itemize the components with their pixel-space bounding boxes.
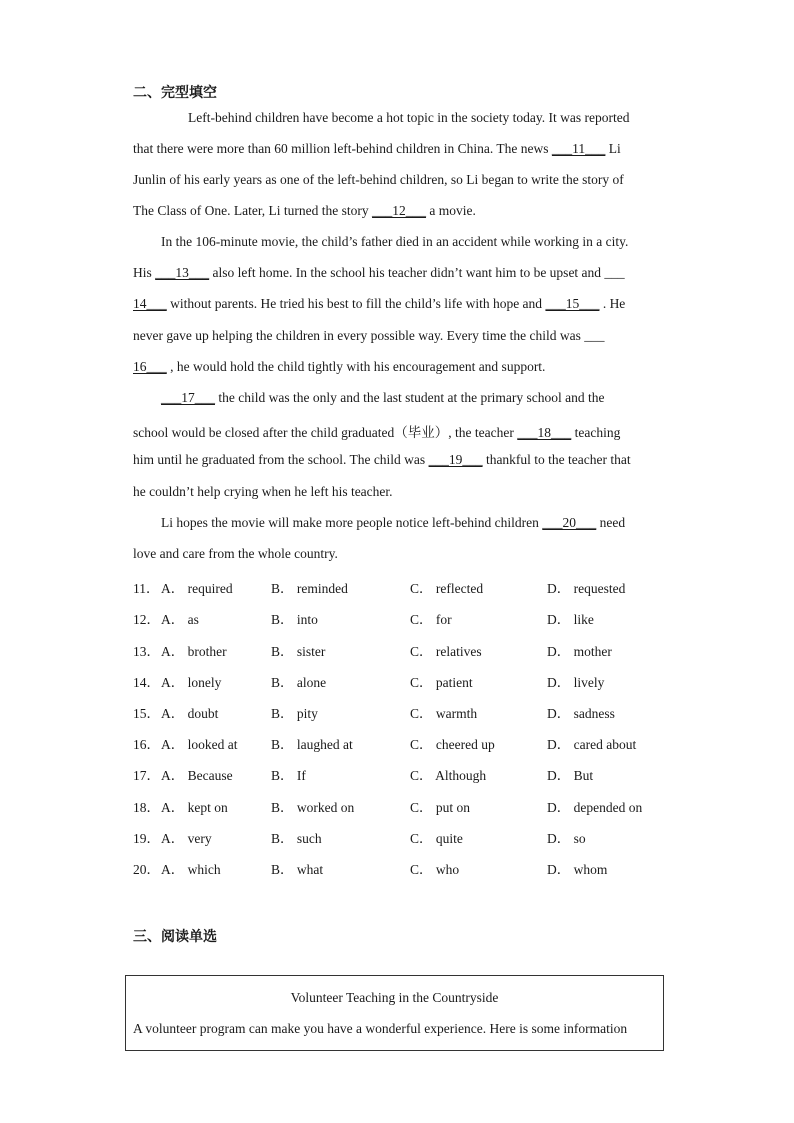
reading-passage-text: A volunteer program can make you have a wonderful experience. Here is some information (133, 1021, 628, 1036)
option-b[interactable]: B． what (271, 862, 324, 877)
blank-13[interactable]: ___13___ (155, 265, 210, 280)
question-number: 13． (133, 644, 160, 659)
reading-passage-title: Volunteer Teaching in the Countryside (290, 990, 499, 1005)
blank-17[interactable]: ___17___ (161, 390, 215, 405)
option-b[interactable]: B． pity (271, 706, 318, 721)
option-b[interactable]: B． sister (271, 644, 326, 659)
option-b[interactable]: B． reminded (271, 581, 348, 596)
option-a[interactable]: A． Because (161, 768, 233, 783)
question-number: 14． (133, 675, 160, 690)
passage-line: never gave up helping the children in every possible way. Every time the child was ___ (133, 328, 605, 343)
option-d[interactable]: D． depended on (547, 800, 643, 815)
option-b[interactable]: B． alone (271, 675, 327, 690)
passage-line: he couldn’t help crying when he left his teacher. (133, 484, 393, 499)
option-a[interactable]: A． very (161, 831, 212, 846)
option-c[interactable]: C． for (410, 612, 452, 627)
blank-14[interactable]: 14___ (133, 296, 167, 311)
question-row (133, 702, 673, 722)
passage-line: love and care from the whole country. (133, 546, 338, 561)
option-d[interactable]: D． mother (547, 644, 612, 659)
option-a[interactable]: A． required (161, 581, 233, 596)
question-row (133, 671, 673, 691)
option-d[interactable]: D． so (547, 831, 586, 846)
question-number: 12． (133, 612, 160, 627)
option-c[interactable]: C． Although (410, 768, 487, 783)
option-c[interactable]: C． relatives (410, 644, 482, 659)
question-row (133, 577, 673, 597)
option-a[interactable]: A． as (161, 612, 199, 627)
option-b[interactable]: B． into (271, 612, 318, 627)
option-d[interactable]: D． cared about (547, 737, 637, 752)
passage-line: Li hopes the movie will make more people notice left-behind children ___20___ need (161, 515, 626, 530)
option-a[interactable]: A． lonely (161, 675, 222, 690)
option-d[interactable]: D． whom (547, 862, 608, 877)
option-a[interactable]: A． looked at (161, 737, 238, 752)
passage-line: 14___ without parents. He tried his best to fill the child’s life with hope and ___15___ . He (133, 296, 626, 311)
question-row (133, 733, 673, 753)
option-a[interactable]: A． kept on (161, 800, 228, 815)
question-row (133, 640, 673, 660)
blank-11[interactable]: ___11___ (551, 141, 606, 156)
question-number: 17． (133, 768, 160, 783)
option-c[interactable]: C． put on (410, 800, 471, 815)
option-c[interactable]: C． warmth (410, 706, 478, 721)
option-c[interactable]: C． patient (410, 675, 473, 690)
option-d[interactable]: D． requested (547, 581, 626, 596)
passage-line: Junlin of his early years as one of the left-behind children, so Li began to write the story of (133, 172, 624, 187)
option-c[interactable]: C． who (410, 862, 460, 877)
passage-line: In the 106-minute movie, the child’s father died in an accident while working in a city. (161, 234, 629, 249)
blank-20[interactable]: ___20___ (542, 515, 597, 530)
option-b[interactable]: B． laughed at (271, 737, 353, 752)
question-number: 20． (133, 862, 160, 877)
blank-15[interactable]: ___15___ (545, 296, 600, 311)
passage-line: that there were more than 60 million left-behind children in China. The news ___11___ Li (133, 141, 621, 156)
question-number: 18． (133, 800, 160, 815)
passage-line: Left-behind children have become a hot topic in the society today. It was reported (188, 110, 630, 125)
blank-16[interactable]: 16___ (133, 359, 167, 374)
option-d[interactable]: D． But (547, 768, 594, 783)
question-row (133, 858, 673, 878)
question-number: 16． (133, 737, 160, 752)
option-b[interactable]: B． such (271, 831, 322, 846)
option-d[interactable]: D． like (547, 612, 594, 627)
option-b[interactable]: B． worked on (271, 800, 355, 815)
blank-12[interactable]: ___12___ (372, 203, 427, 218)
passage-line: him until he graduated from the school. The child was ___19___ thankful to the teacher that (133, 452, 631, 467)
reading-passage-box (125, 975, 664, 1051)
cloze-section-title: 二、完型填空 (133, 85, 217, 101)
question-row (133, 608, 673, 628)
option-b[interactable]: B． If (271, 768, 306, 783)
blank-18[interactable]: ___18___ (517, 425, 572, 440)
passage-line: ___17___ the child was the only and the last student at the primary school and the (161, 390, 605, 405)
passage-line: 16___ , he would hold the child tightly with his encouragement and support. (133, 359, 546, 374)
passage-line: The Class of One. Later, Li turned the story ___12___ a movie. (133, 203, 476, 218)
passage-line: His ___13___ also left home. In the school his teacher didn’t want him to be upset and ___ (133, 265, 625, 280)
option-c[interactable]: C． cheered up (410, 737, 495, 752)
question-number: 11． (133, 581, 160, 596)
question-row (133, 796, 673, 816)
question-number: 19． (133, 831, 160, 846)
reading-section-title: 三、阅读单选 (133, 929, 217, 945)
option-c[interactable]: C． reflected (410, 581, 484, 596)
option-c[interactable]: C． quite (410, 831, 463, 846)
passage-line: school would be closed after the child graduated（毕业）, the teacher ___18___ teaching (133, 425, 621, 440)
option-a[interactable]: A． brother (161, 644, 227, 659)
question-number: 15． (133, 706, 160, 721)
option-d[interactable]: D． lively (547, 675, 605, 690)
option-a[interactable]: A． which (161, 862, 221, 877)
question-row (133, 764, 673, 784)
question-row (133, 827, 673, 847)
option-a[interactable]: A． doubt (161, 706, 219, 721)
option-d[interactable]: D． sadness (547, 706, 615, 721)
blank-19[interactable]: ___19___ (428, 452, 483, 467)
